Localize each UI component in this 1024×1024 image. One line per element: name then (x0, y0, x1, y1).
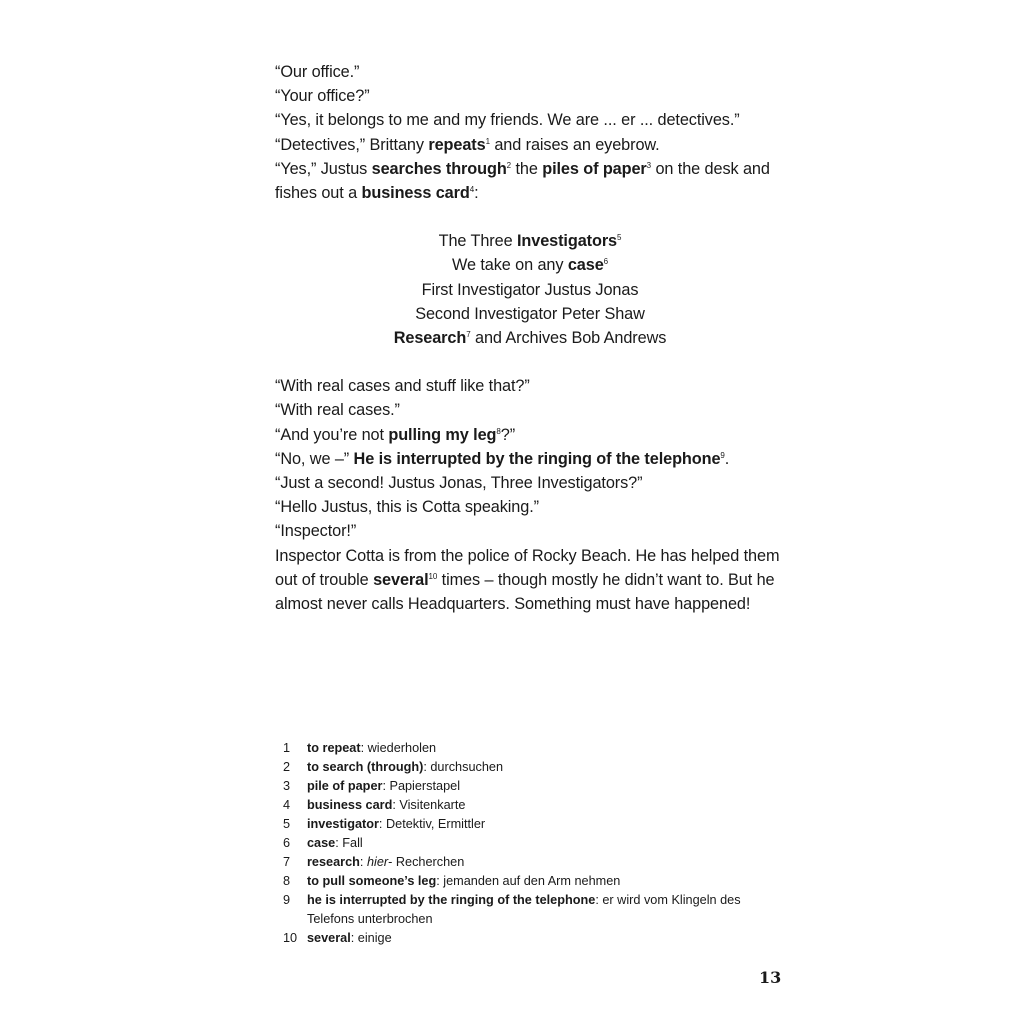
dialogue-line (275, 133, 785, 157)
dialogue-line: “Our office.” (275, 63, 360, 81)
footnote-term: he is interrupted by the ringing of the telephone (307, 893, 596, 907)
text: We take on any (451, 256, 568, 275)
footnote-ref: 7 (466, 330, 471, 340)
footnote-term: pile of paper (307, 779, 383, 793)
card-line (275, 253, 785, 277)
text: “And you’re not (275, 425, 389, 444)
footnote-item (283, 853, 783, 872)
business-card (275, 229, 785, 350)
vocab-term: business card (361, 184, 470, 203)
footnote-ref: 9 (720, 450, 725, 460)
dialogue-line (275, 423, 785, 447)
vocab-term: case (567, 256, 604, 275)
text: times – though mostly he didn’t want to. But he almost never calls Headquarters. Something must have happened! (275, 570, 775, 614)
text: “Detectives,” Brittany (275, 135, 429, 154)
footnote-ref: 3 (646, 160, 652, 170)
dialogue-line: “Your office?” (275, 87, 370, 106)
footnote-term: to pull someone’s leg (307, 874, 437, 888)
footnote-text (307, 796, 783, 815)
footnote-ref: 5 (617, 233, 622, 243)
vocab-term: Investigators (516, 232, 618, 251)
footnote-ref: 2 (506, 160, 512, 170)
footnote-definition: : einige (350, 931, 392, 945)
footnote-definition: : Fall (335, 836, 363, 850)
footnotes (283, 739, 783, 948)
footnote-term: case (307, 836, 336, 850)
vocab-term: several (373, 570, 429, 589)
vocab-term: He is interrupted by the ringing of the telephone (353, 449, 721, 468)
dialogue-line: “Yes, it belongs to me and my friends. We are ... er ... detectives.” (275, 111, 740, 130)
footnote-number: 8 (283, 874, 291, 888)
vocab-term: piles of paper (542, 159, 647, 178)
footnote-text (307, 872, 783, 891)
narrative-paragraph (275, 544, 785, 617)
text: “No, we –” (275, 449, 354, 468)
text: and raises an eyebrow. (489, 135, 660, 154)
footnote-definition: : Detektiv, Ermittler (378, 817, 486, 831)
footnote-ref: 4 (469, 185, 475, 195)
footnote-ref: 10 (428, 571, 438, 581)
text: and Archives Bob Andrews (470, 329, 667, 348)
footnote-term: business card (307, 798, 393, 812)
footnote-ref: 1 (485, 136, 490, 146)
footnote-definition: : Visitenkarte (392, 798, 466, 812)
dialogue-line: “Inspector!” (275, 522, 357, 541)
footnote-definition: : Papierstapel (382, 779, 461, 793)
footnote-definition: - Recherchen (388, 855, 465, 869)
footnote-item (283, 872, 783, 891)
text: the (511, 159, 543, 178)
card-line: First Investigator Justus Jonas (421, 280, 639, 299)
footnote-text (307, 758, 783, 777)
footnote-item (283, 777, 783, 796)
footnote-number: 6 (283, 836, 291, 850)
story-text (275, 60, 785, 616)
text: ?” (500, 425, 516, 444)
dialogue-line: “Just a second! Justus Jonas, Three Investigators?” (275, 474, 643, 493)
footnote-item (283, 815, 783, 834)
vocab-term: searches through (371, 159, 507, 178)
footnote-definition: : (359, 855, 367, 869)
dialogue-line: “Hello Justus, this is Cotta speaking.” (275, 498, 539, 517)
footnote-term: to search (through) (307, 760, 424, 774)
footnote-text (307, 929, 783, 948)
vocab-term: repeats (428, 135, 486, 154)
footnote-ref: 8 (496, 426, 501, 436)
footnote-text (307, 891, 783, 929)
page-number: 13 (759, 968, 782, 987)
vocab-term: pulling my leg (388, 425, 497, 444)
text: Inspector Cotta is from the police of Rocky Beach. He has helped them out of trouble (275, 546, 780, 589)
footnote-text (307, 815, 783, 834)
dialogue-line (275, 157, 785, 205)
dialogue-line: “With real cases and stuff like that?” (275, 377, 530, 396)
footnote-number: 3 (283, 779, 291, 793)
footnote-emphasis: hier (366, 855, 389, 869)
footnote-text (307, 853, 783, 872)
footnote-text (307, 834, 783, 853)
footnote-term: investigator (307, 817, 379, 831)
footnote-number: 10 (283, 931, 298, 945)
text: on the desk and fishes out a (275, 159, 770, 203)
text: : (474, 184, 479, 203)
footnote-definition: : durchsuchen (423, 760, 504, 774)
text: . (724, 449, 730, 468)
footnote-term: to repeat (307, 741, 361, 755)
footnote-number: 5 (283, 817, 291, 831)
text: “Yes,” Justus (275, 159, 372, 178)
footnote-item (283, 929, 783, 948)
footnote-number: 7 (283, 855, 291, 869)
text: The Three (438, 232, 517, 251)
footnote-definition: : er wird vom Klingeln des Telefons unterbrochen (307, 893, 741, 926)
card-line (275, 229, 785, 253)
footnote-item (283, 739, 783, 758)
footnote-number: 2 (283, 760, 291, 774)
footnote-text (307, 777, 783, 796)
footnote-number: 1 (283, 741, 291, 755)
footnote-number: 9 (283, 893, 291, 907)
vocab-term: Research (393, 329, 467, 348)
footnote-number: 4 (283, 798, 291, 812)
card-line (275, 326, 785, 350)
dialogue-line: “With real cases.” (275, 401, 400, 420)
footnote-definition: : jemanden auf den Arm nehmen (436, 874, 621, 888)
footnote-item (283, 891, 783, 929)
footnote-ref: 6 (603, 257, 609, 267)
footnote-item (283, 758, 783, 777)
footnote-item (283, 796, 783, 815)
footnote-term: several (307, 931, 351, 945)
footnote-definition: : wiederholen (360, 741, 437, 755)
footnote-item (283, 834, 783, 853)
card-line: Second Investigator Peter Shaw (415, 304, 645, 323)
footnote-text (307, 739, 783, 758)
footnote-term: research (307, 855, 360, 869)
dialogue-line (275, 447, 785, 471)
